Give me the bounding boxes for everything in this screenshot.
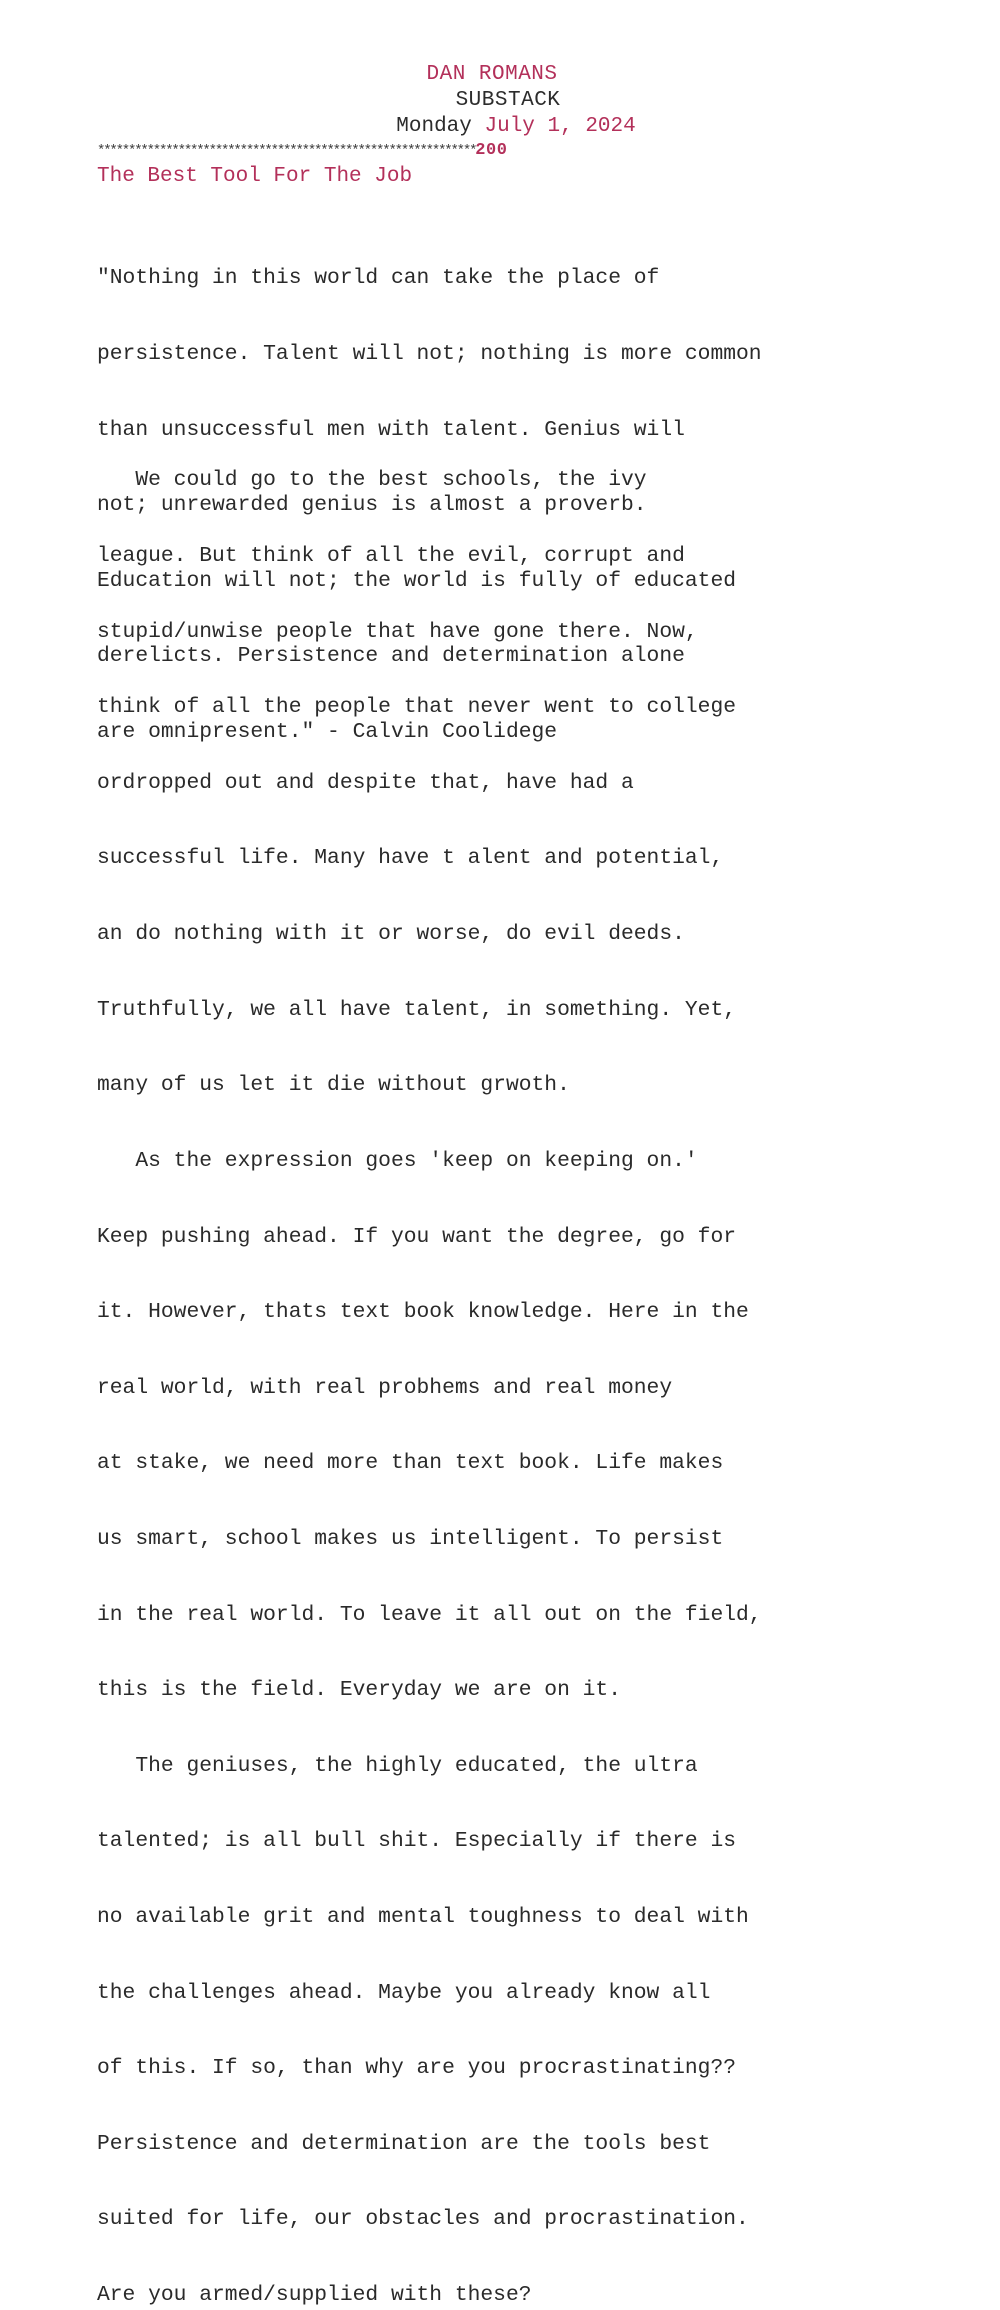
body-line: Truthfully, we all have talent, in something. Yet, [97,997,737,1022]
publication-name: SUBSTACK [455,89,561,112]
body-line: this is the field. Everyday we are on it. [97,1678,621,1703]
quote-line: than unsuccessful men with talent. Genius will [97,417,685,442]
article-title: The Best Tool For The Job [97,165,413,188]
day-label: Monday [396,115,472,138]
date-label: July 1, 2024 [484,115,636,138]
quote-line: not; unrewarded genius is almost a proverb. [97,493,647,518]
body-line: in the real world. To leave it all out on the field, [97,1602,762,1627]
body-line: We could go to the best schools, the ivy [97,468,647,493]
body-line: an do nothing with it or worse, do evil deeds. [97,922,685,947]
body-line: As the expression goes 'keep on keeping on.' [97,1148,698,1173]
body-line: at stake, we need more than text book. Life makes [97,1451,724,1476]
quote-line: are omnipresent." - Calvin Coolidege [97,720,558,745]
body-line: of this. If so, than why are you procrastinating?? [97,2056,737,2081]
body-line: Persistence and determination are the tools best [97,2131,711,2156]
asterisk-divider [97,141,507,161]
body-line: real world, with real probhems and real money [97,1375,673,1400]
body-line: ordropped out and despite that, have had a [97,770,634,795]
body-line: stupid/unwise people that have gone there. Now, [97,619,698,644]
body-line: many of us let it die without grwoth. [97,1073,570,1098]
body-line: talented; is all bull shit. Especially if there is [97,1829,737,1854]
issue-number: 200 [475,141,508,160]
body-line: no available grit and mental toughness to deal with [97,1904,749,1929]
quote-line: Education will not; the world is fully of educated [97,568,737,593]
body-line: us smart, school makes us intelligent. To persist [97,1526,724,1551]
body-line: suited for life, our obstacles and procrastination. [97,2207,749,2232]
article-body [97,418,762,2310]
author-name: DAN ROMANS [426,63,558,86]
body-line: the challenges ahead. Maybe you already know all [97,1980,711,2005]
body-line: Keep pushing ahead. If you want the degree, go for [97,1224,737,1249]
body-line: think of all the people that never went to college [97,695,737,720]
body-line: The geniuses, the highly educated, the ultra [97,1753,698,1778]
quote-line: "Nothing in this world can take the place of [97,266,660,291]
body-line: Are you armed/supplied with these? [97,2283,532,2308]
body-line: successful life. Many have t alent and potential, [97,846,724,871]
quote-line: derelicts. Persistence and determination alone [97,644,685,669]
body-line: league. But think of all the evil, corrupt and [97,544,685,569]
date-line [16,114,1000,140]
quote-line: persistence. Talent will not; nothing is more common [97,342,762,367]
divider-stars: ************************************************************* [97,143,476,159]
body-line: it. However, thats text book knowledge. Here in the [97,1300,749,1325]
